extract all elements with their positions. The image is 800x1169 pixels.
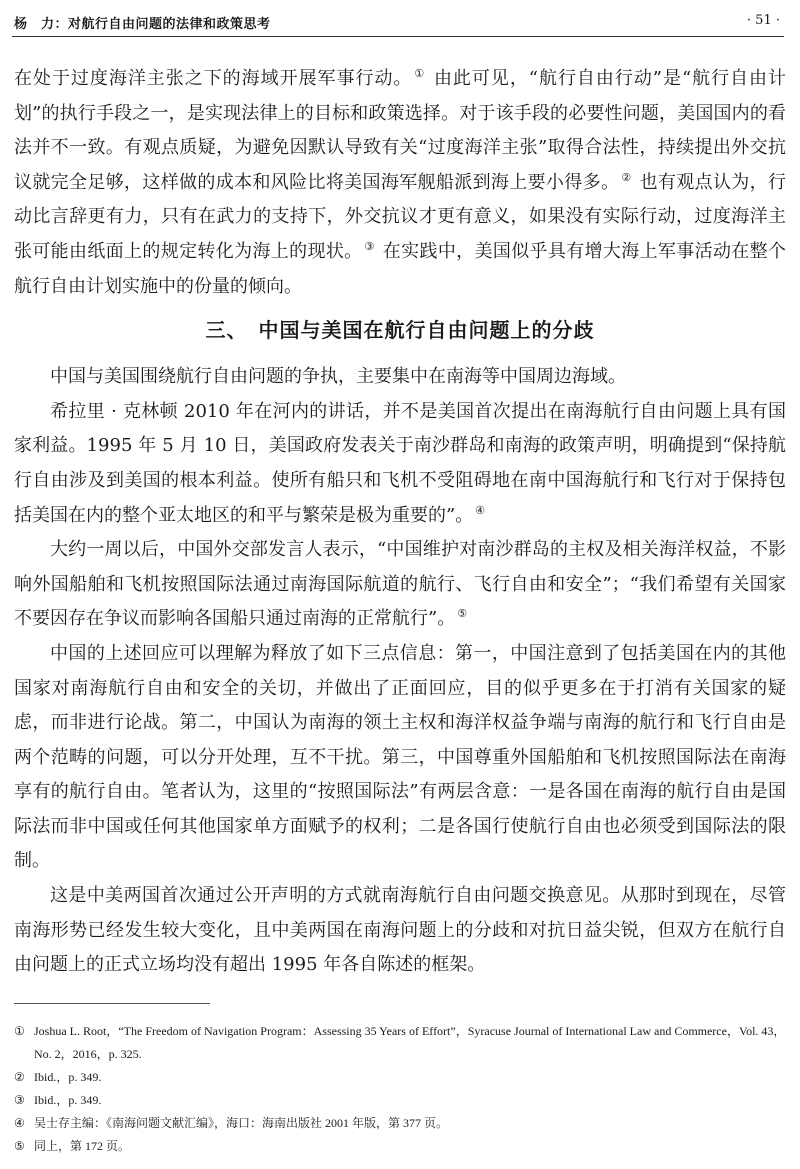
footnote-ref[interactable]: ⑤ [457,607,468,621]
paragraph-text: 由此可见，“航行自由行动”是“航行自由计划”的执行手段之一，是实现法律上的目标和政策选择。对于该手段的必要性问题，美国国内的看法并不一致。有观点质疑，为避免因默认导致有关“过度海洋主张”取得合法性，持续提出外交抗议就完全足够，这样做的成本和风险比将美国海军舰船派到海上要小得多。 [14,68,787,193]
paragraph [14,62,786,304]
paragraph [14,395,786,533]
footnote-text: Ibid.，p. 349. [34,1070,102,1084]
footnote-ref[interactable]: ② [621,170,632,184]
running-title: 杨 力：对航行自由问题的法律和政策思考 [14,17,271,32]
footnote-text: 吴士存主编：《南海问题文献汇编》，海口：海南出版社 2001 年版，第 377 页。 [34,1116,449,1130]
footnote-text: Ibid.，p. 349. [34,1093,102,1107]
footnote-number: ① [14,1024,25,1038]
footnote-item [14,1066,786,1089]
paragraph-text: 在处于过度海洋主张之下的海域开展军事行动。 [14,68,413,89]
article-body [14,62,786,983]
footnotes [14,1020,786,1158]
paragraph-text: 也有观点认为，行动比言辞更有力，只有在武力的支持下，外交抗议才更有意义，如果没有实际行动，过度海洋主张可能由纸面上的规定转化为海上的现状。 [14,171,786,262]
page-number: · 51 · [746,13,780,28]
footnote-item [14,1135,786,1158]
footnote-ref[interactable]: ① [414,67,426,80]
running-header [12,6,784,37]
footnote-number: ② [14,1070,25,1084]
paragraph-text: 在实践中，美国似乎具有增大海上军事活动在整个航行自由计划实施中的份量的倾向。 [14,240,786,297]
footnote-item [14,1089,786,1112]
footnote-number: ③ [14,1093,25,1107]
paragraph: 中国与美国围绕航行自由问题的争执，主要集中在南海等中国周边海域。 [50,366,626,388]
section-heading: 三、 中国与美国在航行自由问题上的分歧 [205,318,595,343]
paragraph-text: 大约一周以后，中国外交部发言人表示，“中国维护对南沙群岛的主权及相关海洋权益，不影响外国船舶和飞机按照国际法通过南海国际航道的航行、飞行自由和安全”；“我们希望有关国家不要因存在争议而影响各国船只通过南海的正常航行”。 [14,539,786,630]
paragraph: 中国的上述回应可以理解为释放了如下三点信息：第一，中国注意到了包括美国在内的其他国家对南海航行自由和安全的关切，并做出了正面回应，目的似乎更多在于打消有关国家的疑虑，而非进行论战。第二，中国认为南海的领土主权和海洋权益争端与南海的航行和飞行自由是两个范畴的问题，可以分开处理，互不干扰。第三，中国尊重外国船舶和飞机按照国际法在南海享有的航行自由。笔者认为，这里的“按照国际法”有两层含意：一是各国在南海的航行自由是国际法而非中国或任何其他国家单方面赋予的权利；二是各国行使航行自由也必须受到国际法的限制。 [14,642,786,872]
paragraph [14,533,786,637]
footnote-number: ④ [14,1116,25,1130]
footnote-number: ⑤ [14,1139,25,1153]
footnote-text: 同上，第 172 页。 [34,1139,131,1153]
paragraph-text: 希拉里 · 克林顿 2010 年在河内的讲话，并不是美国首次提出在南海航行自由问题上具有国家利益。1995 年 5 月 10 日，美国政府发表关于南沙群岛和南海的政策声明，明确提到“保持航行自由涉及到美国的根本利益。使所有船只和飞机不受阻碍地在南中国海航行和飞行对于保持包括美国在内的整个亚太地区的和平与繁荣是极为重要的”。 [14,400,786,526]
paragraph: 这是中美两国首次通过公开声明的方式就南海航行自由问题交换意见。从那时到现在，尽管南海形势已经发生较大变化，且中美两国在南海问题上的分歧和对抗日益尖锐，但双方在航行自由问题上的正式立场均没有超出 1995 年各自陈述的框架。 [14,885,786,976]
footnote-item [14,1112,786,1135]
footnote-ref[interactable]: ④ [475,503,486,517]
footnote-item [14,1020,786,1066]
footnote-text: Joshua L. Root，“The Freedom of Navigation Program：Assessing 35 Years of Effort”，Syracuse Journal of International Law and Commerce，Vol. 43，No. 2，2016，p. 325. [34,1024,786,1061]
footnote-divider [14,1003,210,1004]
footnote-ref[interactable]: ③ [364,239,375,253]
